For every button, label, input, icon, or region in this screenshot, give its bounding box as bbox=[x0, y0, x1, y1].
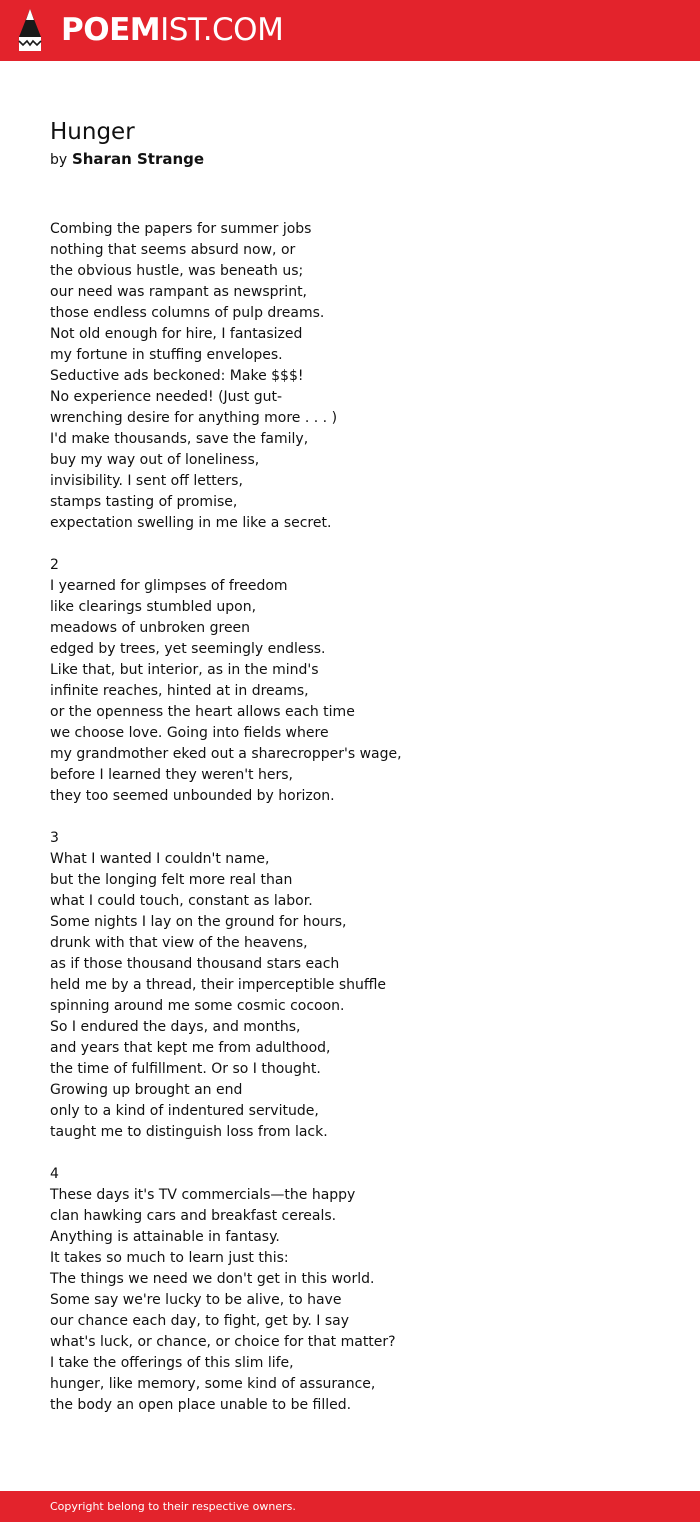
logo-bold-text: POEM bbox=[61, 12, 161, 48]
logo-light-text: IST.COM bbox=[160, 12, 284, 48]
site-logo[interactable] bbox=[61, 12, 283, 48]
byline bbox=[50, 148, 204, 171]
author-name: Sharan Strange bbox=[71, 150, 205, 168]
copyright-text: Copyright belong to their respective owners. bbox=[50, 1500, 296, 1513]
poem-body: Combing the papers for summer jobs nothing that seems absurd now, or the obvious hustle, was beneath us; our need was rampant as newsprint, those endless columns of pulp dreams. Not old enough for hire, I fantasized my fortune in stuffing envelopes. Seductive ads beckoned: Make $$$! No experience needed! (Just gut- wrenching desire for anything more . . . ) I'd make thousands, save the family, buy my way out of loneliness, invisibility. I sent off letters, stamps tasting of promise, expectation swelling in me like a secret. 2 I yearned for glimpses of freedom like clearings stumbled upon, meadows of unbroken green edged by trees, yet seemingly endless. Like that, but interior, as in the mind's infinite reaches, hinted at in dreams, or the openness the heart allows each time we choose love. Going into fields where my grandmother eked out a sharecropper's wage, before I learned they weren't hers, they too seemed unbounded by horizon. 3 What I wanted I couldn't name, but the longing felt more real than what I could touch, constant as labor. Some nights I lay on the ground for hours, drunk with that view of the heavens, as if those thousand thousand stars each held me by a thread, their imperceptible shuffle spinning around me some cosmic cocoon. So I endured the days, and months, and years that kept me from adulthood, the time of fulfillment. Or so I thought. Growing up brought an end only to a kind of indentured servitude, taught me to distinguish loss from lack. 4 These days it's TV commercials—the happy clan hawking cars and breakfast cereals. Anything is attainable in fantasy. It takes so much to learn just this: The things we need we don't get in this world. Some say we're lucky to be alive, to have our chance each day, to fight, get by. I say what's luck, or chance, or choice for that matter? I take the offerings of this slim life, hunger, like memory, some kind of assurance, the body an open place unable to be filled. bbox=[50, 221, 402, 1413]
site-header bbox=[0, 0, 700, 61]
poem-title: Hunger bbox=[50, 119, 135, 145]
byline-prefix: by bbox=[50, 152, 68, 168]
pencil-tip-icon bbox=[17, 9, 43, 51]
site-footer bbox=[0, 1491, 700, 1522]
